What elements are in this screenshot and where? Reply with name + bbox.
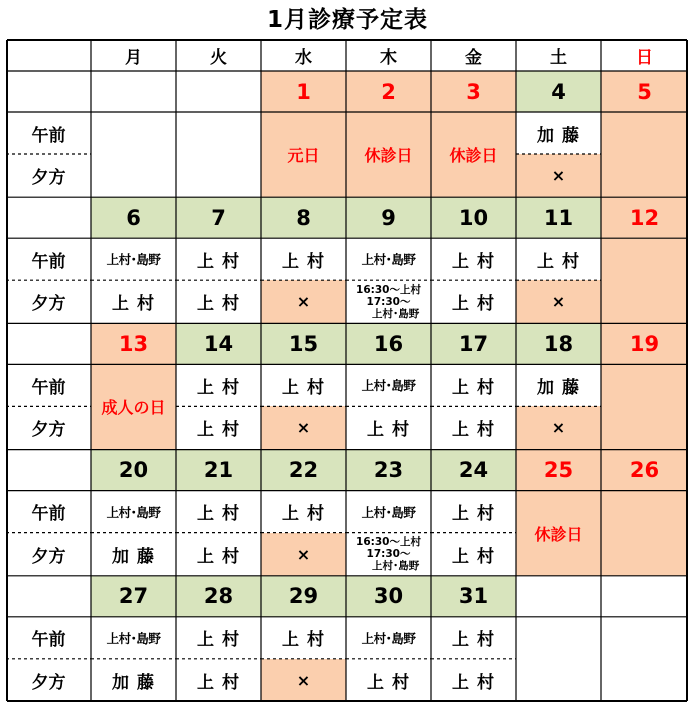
day-number: 29: [261, 576, 346, 617]
day-number: 24: [431, 450, 516, 491]
label-spacer: [6, 71, 91, 112]
schedule-calendar: [6, 39, 688, 702]
page-title: 1月診療予定表: [266, 7, 428, 33]
day-number: 10: [431, 197, 516, 238]
closed-mark: ×: [261, 280, 346, 323]
doctor-pm: 上 村: [452, 420, 495, 441]
doctor-pm: 上 村: [367, 672, 410, 693]
row-label-am: 午前: [31, 504, 66, 525]
doctor-am: 上 村: [282, 377, 325, 398]
doctor-am: 上村･島野: [106, 630, 161, 646]
doctor-pm: 16:30～上村 17:30～ 上村･島野: [356, 283, 421, 320]
day-number: [91, 71, 176, 112]
doctor-am: 上 村: [282, 630, 325, 651]
day-number: 13: [91, 323, 176, 364]
empty-cell: [516, 617, 601, 702]
doctor-pm: 上 村: [112, 294, 155, 315]
weekday-header: 月: [125, 47, 142, 68]
doctor-am: 上 村: [197, 504, 240, 525]
day-number: 30: [346, 576, 431, 617]
doctor-pm: 16:30～上村 17:30～ 上村･島野: [356, 536, 421, 573]
day-number: 18: [516, 323, 601, 364]
day-number: 21: [176, 450, 261, 491]
day-number: 12: [601, 197, 688, 238]
closed-mark: ×: [261, 406, 346, 449]
day-number: 25: [516, 450, 601, 491]
label-spacer: [6, 576, 91, 617]
doctor-pm: 上 村: [197, 294, 240, 315]
row-label-pm: 夕方: [31, 546, 66, 567]
row-label-pm: 夕方: [31, 420, 66, 441]
weekday-header: 水: [295, 47, 312, 68]
sunday-closed-cell: [601, 238, 688, 323]
row-label-pm: 夕方: [31, 294, 66, 315]
day-number: 1: [261, 71, 346, 112]
doctor-pm: 上 村: [452, 294, 495, 315]
day-number: [516, 576, 601, 617]
sunday-closed-cell: [601, 112, 688, 197]
doctor-am: 上 村: [452, 377, 495, 398]
label-spacer: [6, 323, 91, 364]
closed-mark: ×: [516, 406, 601, 449]
closed-mark: ×: [516, 154, 601, 197]
day-number: 16: [346, 323, 431, 364]
doctor-am: 上村･島野: [361, 504, 416, 520]
holiday-label: 成人の日: [91, 364, 176, 449]
day-number: 31: [431, 576, 516, 617]
sunday-closed-cell: [601, 364, 688, 449]
day-number: 14: [176, 323, 261, 364]
empty-cell: [91, 112, 176, 197]
day-number: 20: [91, 450, 176, 491]
doctor-am: 加 藤: [537, 125, 580, 146]
doctor-pm: 上 村: [197, 672, 240, 693]
doctor-pm: 上 村: [197, 546, 240, 567]
doctor-am: 上 村: [537, 251, 580, 272]
closed-mark: ×: [261, 659, 346, 702]
day-number: 11: [516, 197, 601, 238]
day-number: 27: [91, 576, 176, 617]
doctor-am: 上村･島野: [361, 378, 416, 394]
day-number: 17: [431, 323, 516, 364]
doctor-am: 上 村: [452, 630, 495, 651]
doctor-pm: 加 藤: [112, 672, 155, 693]
label-spacer: [6, 197, 91, 238]
doctor-pm: 上 村: [367, 420, 410, 441]
day-number: 5: [601, 71, 688, 112]
weekday-header: 木: [380, 47, 397, 68]
day-number: 7: [176, 197, 261, 238]
day-number: 9: [346, 197, 431, 238]
doctor-am: 上 村: [452, 251, 495, 272]
label-spacer: [6, 450, 91, 491]
doctor-am: 上 村: [197, 251, 240, 272]
weekday-header: 火: [210, 47, 227, 68]
holiday-label: 元日: [261, 112, 346, 197]
doctor-pm: 上 村: [452, 672, 495, 693]
row-label-pm: 夕方: [31, 168, 66, 189]
doctor-am: 上 村: [197, 377, 240, 398]
day-number: 8: [261, 197, 346, 238]
row-label-am: 午前: [31, 251, 66, 272]
doctor-am: 上村･島野: [361, 630, 416, 646]
empty-cell: [176, 112, 261, 197]
day-number: 23: [346, 450, 431, 491]
row-label-am: 午前: [31, 125, 66, 146]
doctor-pm: 上 村: [197, 420, 240, 441]
day-number: 4: [516, 71, 601, 112]
weekday-header: 金: [465, 47, 482, 68]
day-number: 6: [91, 197, 176, 238]
weekday-header: 日: [636, 47, 653, 68]
doctor-am: 上 村: [197, 630, 240, 651]
day-number: [176, 71, 261, 112]
doctor-am: 上 村: [452, 504, 495, 525]
doctor-am: 上村･島野: [361, 252, 416, 268]
day-number: 22: [261, 450, 346, 491]
doctor-am: 上村･島野: [106, 504, 161, 520]
day-number: 28: [176, 576, 261, 617]
doctor-pm: 加 藤: [112, 546, 155, 567]
row-label-am: 午前: [31, 377, 66, 398]
weekday-header: 土: [550, 47, 567, 68]
holiday-label: 休診日: [346, 112, 431, 197]
day-number: 15: [261, 323, 346, 364]
doctor-am: 上 村: [282, 251, 325, 272]
doctor-pm: 上 村: [452, 546, 495, 567]
day-number: 19: [601, 323, 688, 364]
sunday-closed-cell: [601, 491, 688, 576]
doctor-am: 上村･島野: [106, 252, 161, 268]
day-number: [601, 576, 688, 617]
row-label-am: 午前: [31, 630, 66, 651]
closed-mark: ×: [261, 533, 346, 576]
day-number: 3: [431, 71, 516, 112]
day-number: 2: [346, 71, 431, 112]
day-number: 26: [601, 450, 688, 491]
doctor-am: 上 村: [282, 504, 325, 525]
empty-cell: [601, 617, 688, 702]
closed-mark: ×: [516, 280, 601, 323]
header-corner: [6, 39, 91, 71]
holiday-label: 休診日: [431, 112, 516, 197]
holiday-label: 休診日: [516, 491, 601, 576]
row-label-pm: 夕方: [31, 672, 66, 693]
doctor-am: 加 藤: [537, 377, 580, 398]
